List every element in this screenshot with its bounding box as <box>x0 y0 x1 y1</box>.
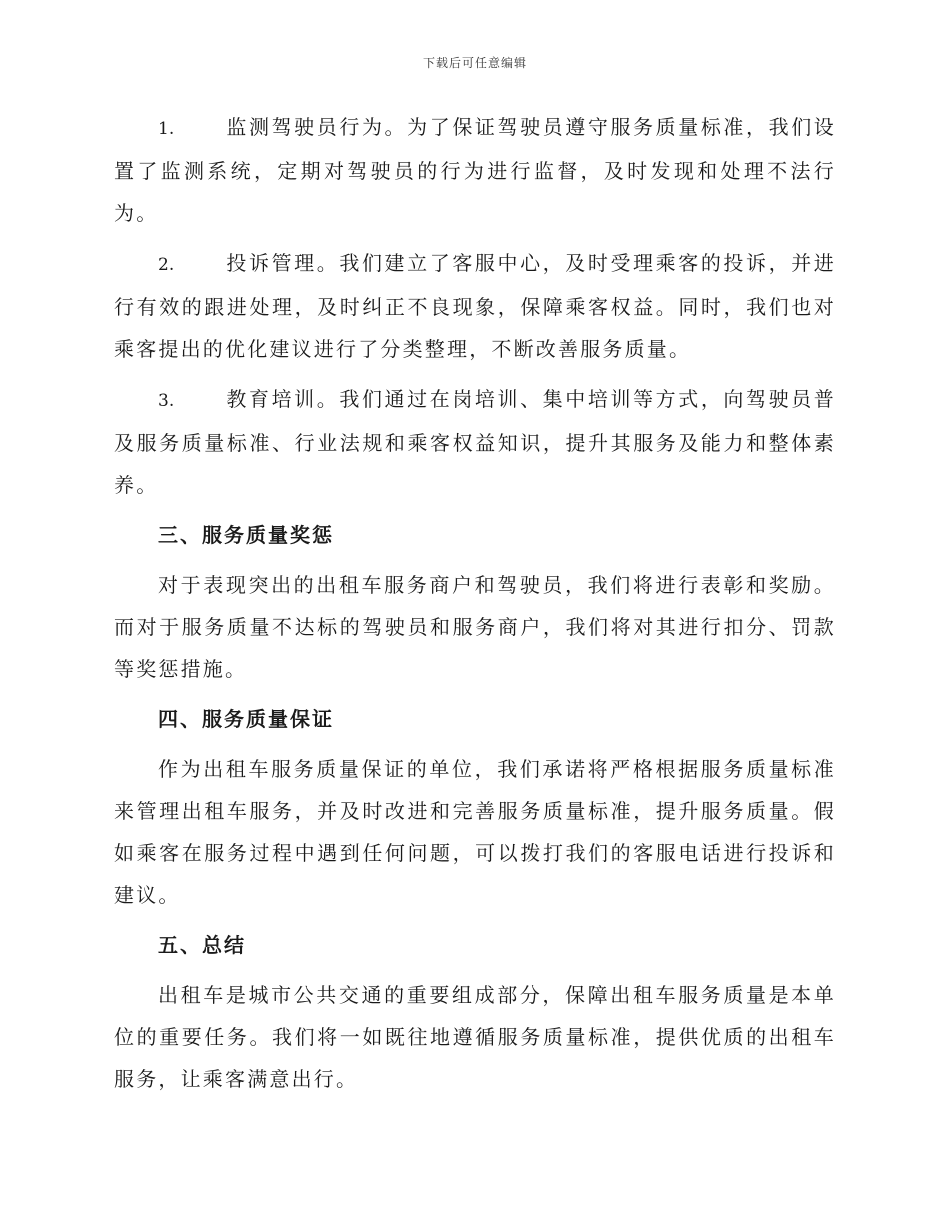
list-item-text: 监测驾驶员行为。为了保证驾驶员遵守服务质量标准，我们设置了监测系统，定期对驾驶员的行为进行监督，及时发现和处理不法行为。 <box>114 115 836 225</box>
section-heading-guarantee: 四、服务质量保证 <box>158 707 334 731</box>
page-header: 下载后可任意编辑 <box>422 56 527 70</box>
list-item-3 <box>114 378 836 506</box>
list-item-number: 2. <box>158 255 175 275</box>
list-item-text: 教育培训。我们通过在岗培训、集中培训等方式，向驾驶员普及服务质量标准、行业法规和乘客权益知识，提升其服务及能力和整体素养。 <box>114 387 836 497</box>
list-item-number: 3. <box>158 391 175 411</box>
section-heading-rewards: 三、服务质量奖惩 <box>158 523 334 547</box>
section-heading-summary: 五、总结 <box>158 933 246 957</box>
section-body-guarantee: 作为出租车服务质量保证的单位，我们承诺将严格根据服务质量标准来管理出租车服务，并及时改进和完善服务质量标准，提升服务质量。假如乘客在服务过程中遇到任何问题，可以拨打我们的客服电话进行投诉和建议。 <box>114 757 836 907</box>
section-body-summary: 出租车是城市公共交通的重要组成部分，保障出租车服务质量是本单位的重要任务。我们将一如既往地遵循服务质量标准，提供优质的出租车服务，让乘客满意出行。 <box>114 983 836 1091</box>
list-item-text: 投诉管理。我们建立了客服中心，及时受理乘客的投诉，并进行有效的跟进处理，及时纠正不良现象，保障乘客权益。同时，我们也对乘客提出的优化建议进行了分类整理，不断改善服务质量。 <box>114 251 836 361</box>
document-body <box>114 106 836 1108</box>
list-item-1 <box>114 106 836 234</box>
list-item-2 <box>114 242 836 370</box>
section-body-rewards: 对于表现突出的出租车服务商户和驾驶员，我们将进行表彰和奖励。而对于服务质量不达标的驾驶员和服务商户，我们将对其进行扣分、罚款等奖惩措施。 <box>114 573 836 681</box>
list-item-number: 1. <box>158 119 175 139</box>
